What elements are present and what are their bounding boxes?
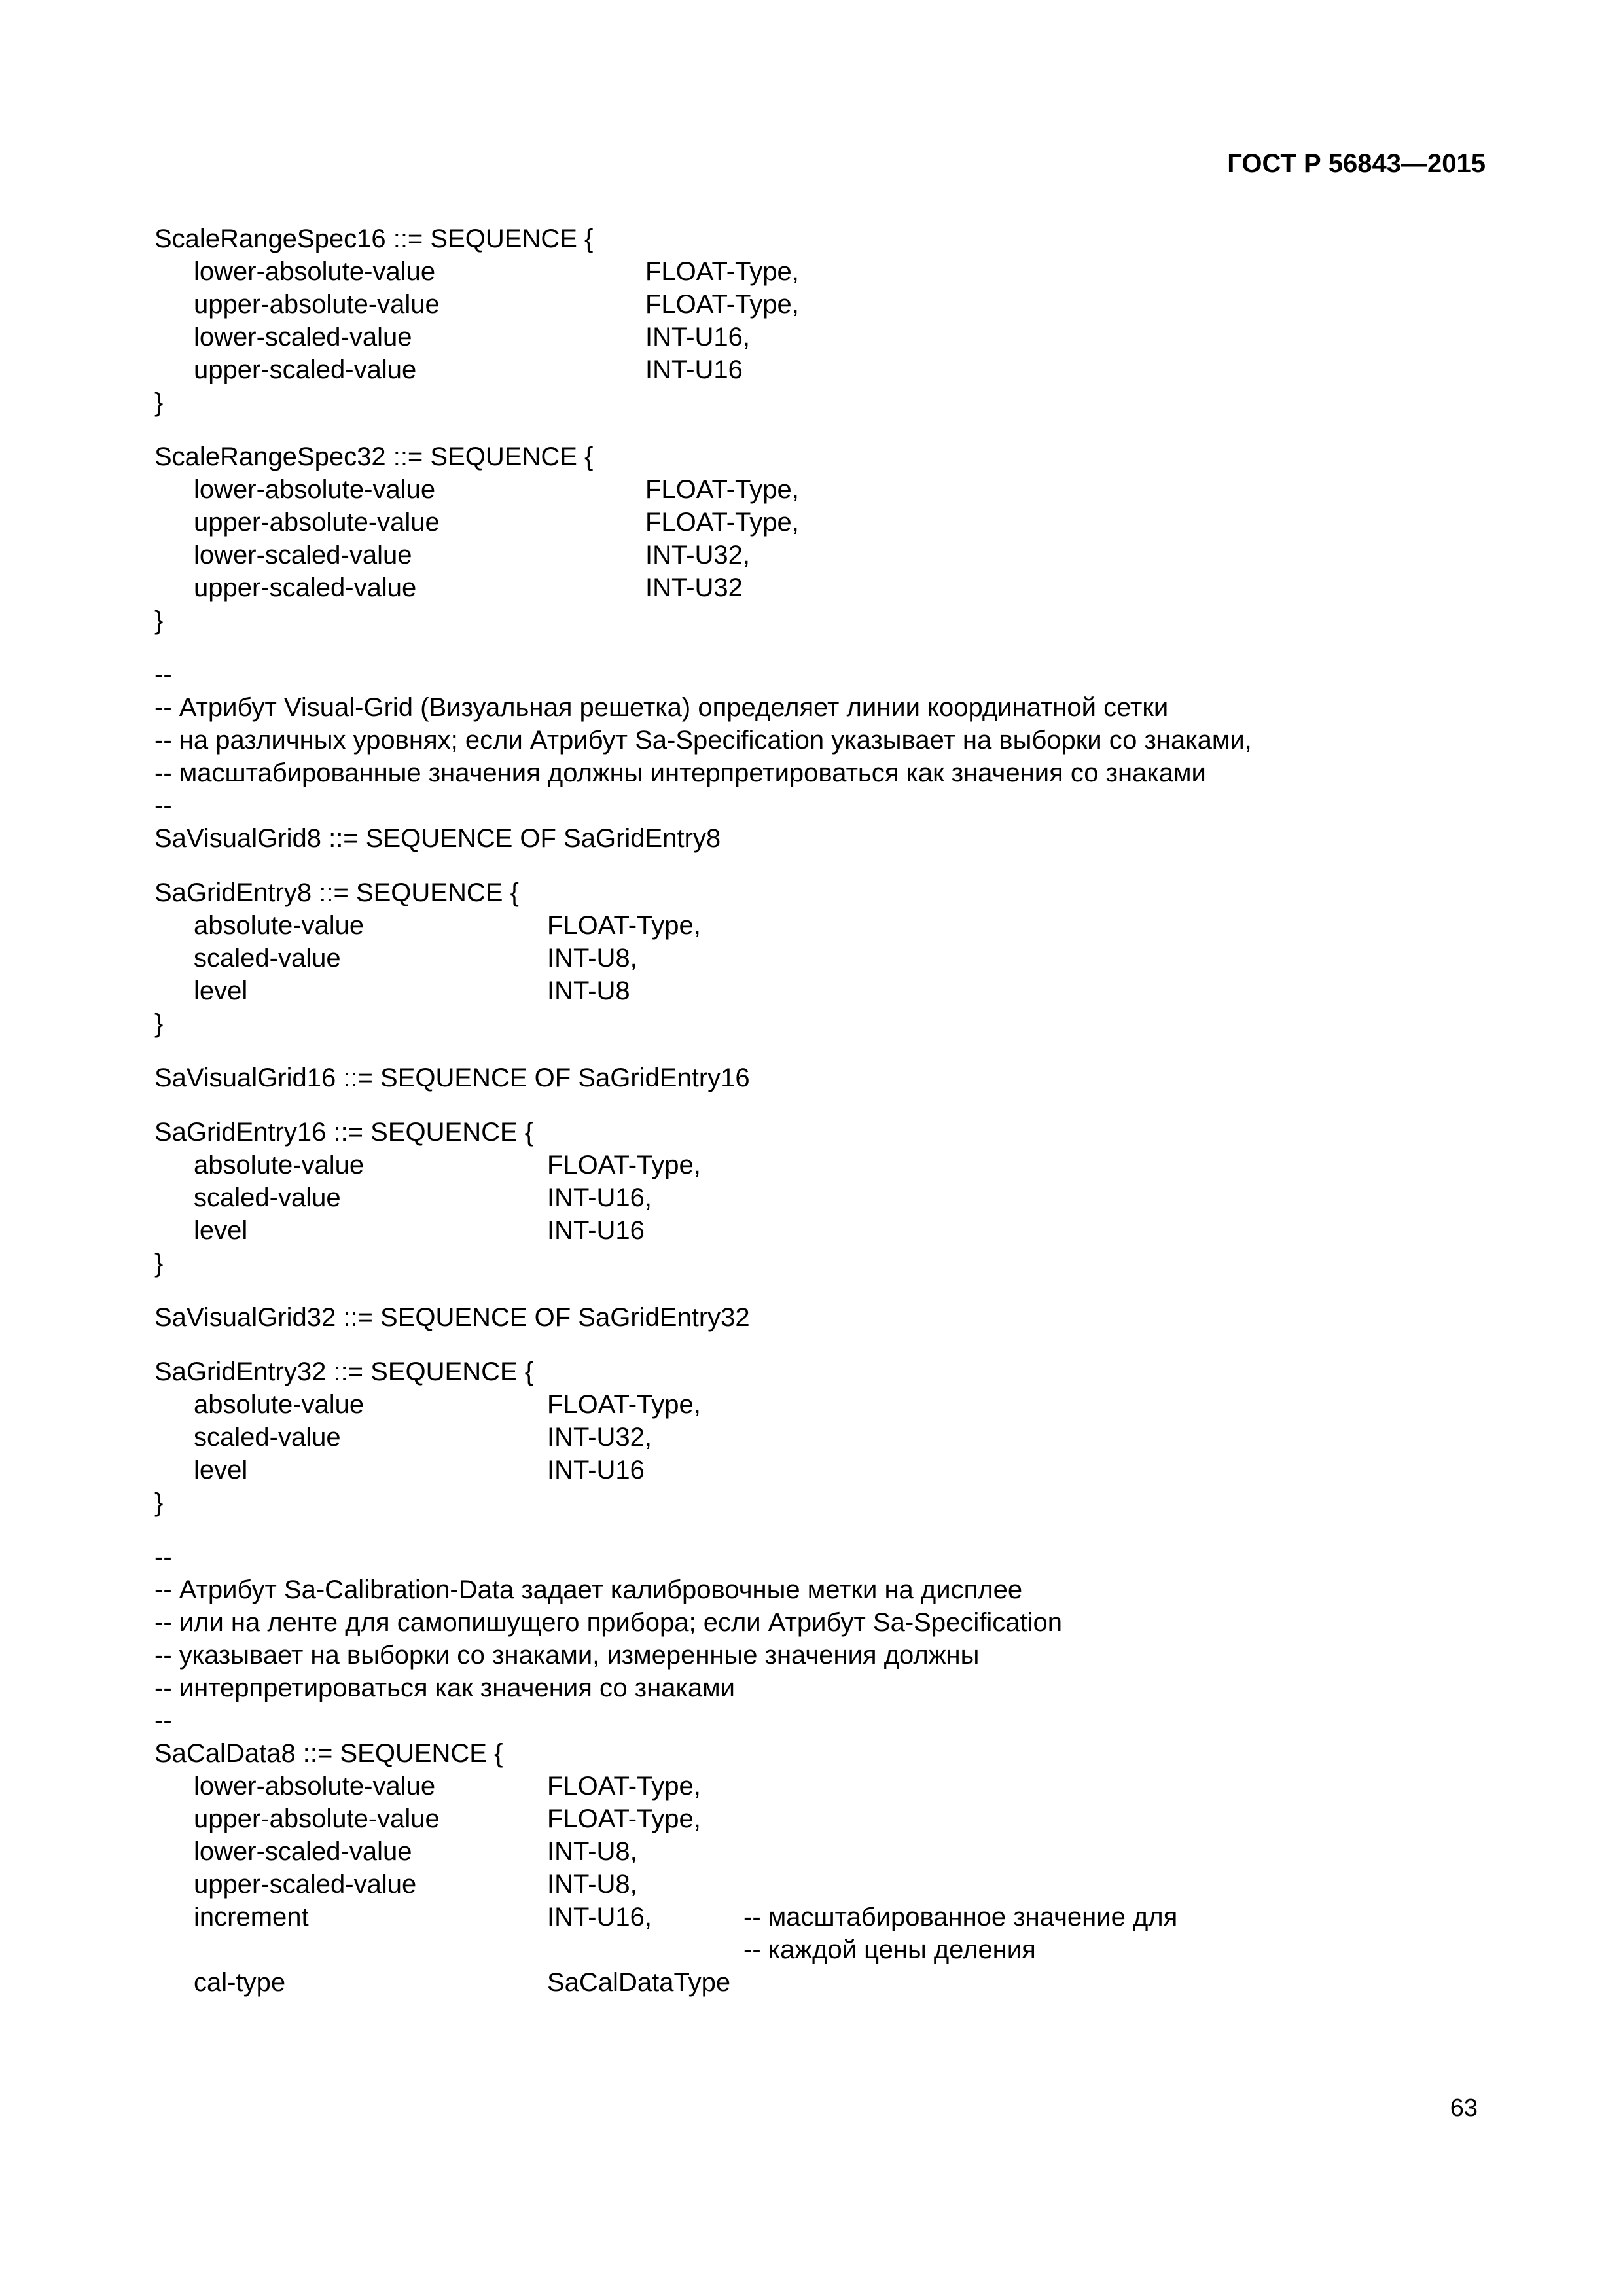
document-header: ГОСТ Р 56843—2015	[1227, 149, 1486, 178]
comment-line: -- Атрибут Sa-Calibration-Data задает калибровочные метки на дисплее	[154, 1575, 1023, 1604]
code-listing	[154, 223, 1252, 1999]
grid-entry16-field: absolute-value FLOAT-Type,	[194, 1151, 701, 1179]
cal-data8-field: lower-absolute-value FLOAT-Type,	[194, 1772, 701, 1801]
grid-entry16-close: }	[154, 1249, 164, 1278]
visual-grid8-declaration: SaVisualGrid8 ::= SEQUENCE OF SaGridEntry8	[154, 824, 721, 853]
grid-entry8-field: level INT-U8	[194, 977, 630, 1005]
comment-line: -- указывает на выборки со знаками, измеренные значения должны	[154, 1641, 980, 1670]
cal-data8-field: increment INT-U16, -- масштабированное значение для	[154, 1901, 1252, 1933]
scale32-field: lower-absolute-value FLOAT-Type,	[194, 475, 799, 504]
grid-entry16-field: scaled-value INT-U16,	[194, 1183, 652, 1212]
scale32-field: lower-scaled-value INT-U32,	[194, 541, 751, 569]
comment-line: --	[154, 660, 172, 689]
scale16-field: lower-absolute-value FLOAT-Type,	[194, 257, 799, 286]
scale16-field: lower-scaled-value INT-U16,	[194, 323, 751, 351]
cal-data8-field: cal-type SaCalDataType	[194, 1968, 731, 1997]
cal-data8-declaration: SaCalData8 ::= SEQUENCE {	[154, 1739, 503, 1768]
comment-line: --	[154, 791, 172, 820]
scale16-close: }	[154, 388, 164, 417]
cal-data8-field: lower-scaled-value INT-U8,	[194, 1837, 637, 1866]
cal-data8-field: upper-scaled-value INT-U8,	[194, 1870, 637, 1899]
scale16-declaration: ScaleRangeSpec16 ::= SEQUENCE {	[154, 224, 594, 253]
comment-line: -- интерпретироваться как значения со знаками	[154, 1674, 735, 1702]
visual-grid16-declaration: SaVisualGrid16 ::= SEQUENCE OF SaGridEntry16	[154, 1064, 750, 1092]
scale32-field: upper-scaled-value INT-U32	[194, 573, 743, 602]
scale16-field: upper-scaled-value INT-U16	[194, 355, 743, 384]
grid-entry8-declaration: SaGridEntry8 ::= SEQUENCE {	[154, 878, 519, 907]
visual-grid32-declaration: SaVisualGrid32 ::= SEQUENCE OF SaGridEntry32	[154, 1303, 750, 1332]
grid-entry16-field: level INT-U16	[194, 1216, 645, 1245]
comment-line: --	[154, 1706, 172, 1735]
grid-entry16-declaration: SaGridEntry16 ::= SEQUENCE {	[154, 1118, 534, 1147]
grid-entry8-field: absolute-value FLOAT-Type,	[194, 911, 701, 940]
comment-line: -- масштабированные значения должны интерпретироваться как значения со знаками	[154, 759, 1206, 787]
grid-entry32-close: }	[154, 1488, 164, 1517]
comment-line: -- на различных уровнях; если Атрибут Sa-Specification указывает на выборки со знаками,	[154, 726, 1252, 755]
scale32-close: }	[154, 606, 164, 635]
cal-data8-field: upper-absolute-value FLOAT-Type,	[194, 1804, 701, 1833]
grid-entry32-field: scaled-value INT-U32,	[194, 1423, 652, 1452]
comment-line: -- или на ленте для самопишущего прибора; если Атрибут Sa-Specification	[154, 1608, 1062, 1637]
increment-comment-continuation: -- каждой цены деления	[743, 1935, 1036, 1964]
grid-entry32-field: absolute-value FLOAT-Type,	[194, 1390, 701, 1419]
grid-entry32-field: level INT-U16	[194, 1456, 645, 1484]
scale32-field: upper-absolute-value FLOAT-Type,	[194, 508, 799, 537]
page-number: 63	[1450, 2094, 1478, 2122]
comment-line: -- Атрибут Visual-Grid (Визуальная решетка) определяет линии координатной сетки	[154, 693, 1169, 722]
comment-line: --	[154, 1543, 172, 1571]
grid-entry32-declaration: SaGridEntry32 ::= SEQUENCE {	[154, 1357, 534, 1386]
grid-entry8-field: scaled-value INT-U8,	[194, 944, 637, 973]
increment-comment: -- масштабированное значение для	[743, 1903, 1178, 1931]
scale16-field: upper-absolute-value FLOAT-Type,	[194, 290, 799, 319]
scale32-declaration: ScaleRangeSpec32 ::= SEQUENCE {	[154, 442, 594, 471]
grid-entry8-close: }	[154, 1009, 164, 1038]
